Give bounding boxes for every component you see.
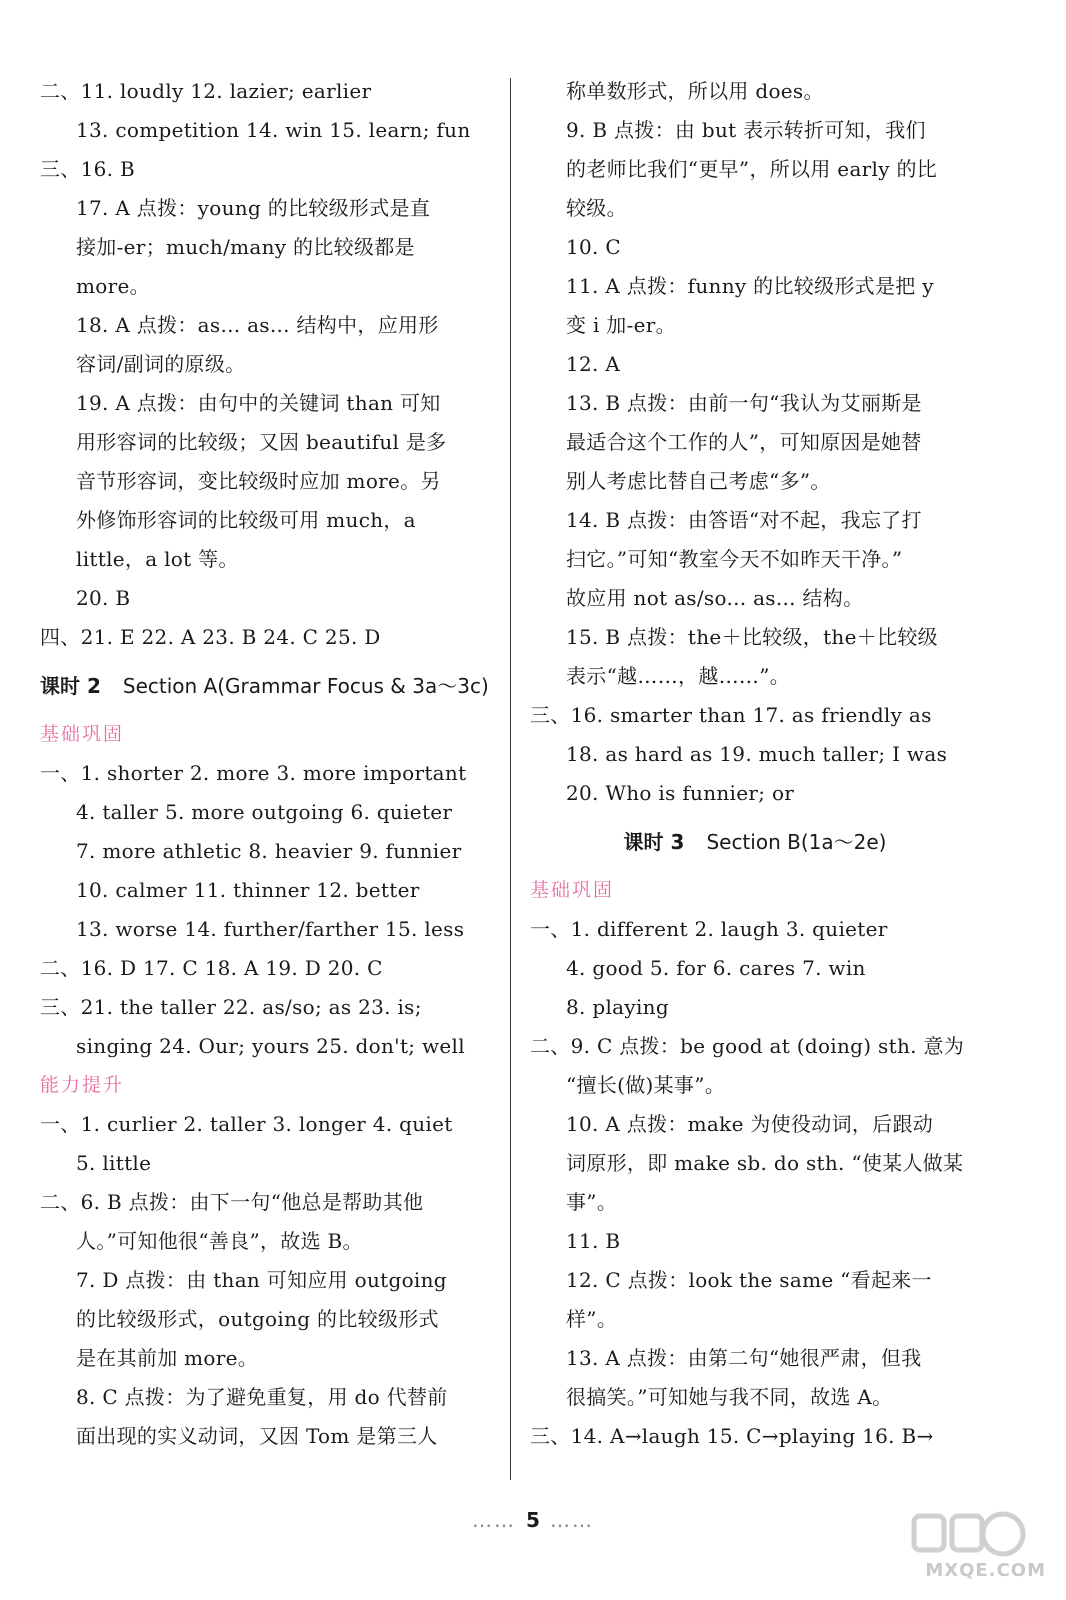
ability-answer-line: 二、6. B 点拨：由下一句“他总是帮助其他 xyxy=(40,1190,424,1214)
basic-answer-line: 10. A 点拨：make 为使役动词，后跟动 xyxy=(566,1112,934,1136)
answer-line: 18. as hard as 19. much taller; I was xyxy=(566,742,948,766)
answer-line: 三、16. smarter than 17. as friendly as xyxy=(530,703,932,727)
basic-answer-line: 三、21. the taller 22. as/so; as 23. is; xyxy=(40,995,422,1019)
basic-answer-line: 一、1. shorter 2. more 3. more important xyxy=(40,761,467,785)
page-footer xyxy=(0,1500,1066,1540)
basic-answer-line: 7. more athletic 8. heavier 9. funnier xyxy=(76,839,462,863)
lesson-2-title: 课时 2 xyxy=(40,674,101,698)
answer-line: 别人考虑比替自己考虑“多”。 xyxy=(566,469,831,493)
answer-line: 用形容词的比较级；又因 beautiful 是多 xyxy=(76,430,447,454)
footer-dots-right: …… xyxy=(549,1508,594,1532)
answer-line: 13. B 点拨：由前一句“我认为艾丽斯是 xyxy=(566,391,922,415)
basic-answer-line: 13. worse 14. further/farther 15. less xyxy=(76,917,465,941)
answer-line: 最适合这个工作的人”，可知原因是她替 xyxy=(566,430,922,454)
left-answers-top xyxy=(40,72,492,657)
basic-answer-line: 12. C 点拨：look the same “看起来一 xyxy=(566,1268,932,1292)
basic-answer-line: 10. calmer 11. thinner 12. better xyxy=(76,878,420,902)
basic-answer-line: 样”。 xyxy=(566,1307,618,1331)
page-number: 5 xyxy=(526,1508,540,1532)
basic-answer-line: singing 24. Our; yours 25. don't; well xyxy=(76,1034,465,1058)
basic-answer-line: 一、1. different 2. laugh 3. quieter xyxy=(530,917,888,941)
left-column xyxy=(40,72,492,1456)
answer-line: 20. Who is funnier; or xyxy=(566,781,795,805)
right-answers-top xyxy=(530,72,980,813)
basic-answer-line: 事”。 xyxy=(566,1190,618,1214)
ability-answer-line: 8. C 点拨：为了避免重复，用 do 代替前 xyxy=(76,1385,448,1409)
answer-line: 较级。 xyxy=(566,196,627,220)
answer-line: 扫它。”可知“教室今天不如昨天干净。” xyxy=(566,547,903,571)
right-basic-answers xyxy=(530,910,980,1456)
ability-answer-line: 面出现的实义动词，又因 Tom 是第三人 xyxy=(76,1424,438,1448)
lesson-3-subtitle: Section B(1a～2e) xyxy=(706,830,887,854)
basic-answer-line: 13. A 点拨：由第二句“她很严肃，但我 xyxy=(566,1346,922,1370)
answer-line: 17. A 点拨：young 的比较级形式是直 xyxy=(76,196,431,220)
basic-answer-line: 4. good 5. for 6. cares 7. win xyxy=(566,956,866,980)
lesson-2-subtitle: Section A(Grammar Focus & 3a～3c) xyxy=(122,674,489,698)
basic-answer-line: 很搞笑。”可知她与我不同，故选 A。 xyxy=(566,1385,893,1409)
answer-line: little，a lot 等。 xyxy=(76,547,239,571)
answer-line: 20. B xyxy=(76,586,131,610)
answer-line: 13. competition 14. win 15. learn; fun xyxy=(76,118,471,142)
basic-answer-line: 4. taller 5. more outgoing 6. quieter xyxy=(76,800,453,824)
basic-answer-line: 11. B xyxy=(566,1229,621,1253)
lesson-2-heading xyxy=(40,657,492,715)
answer-line: 12. A xyxy=(566,352,621,376)
basic-answer-line: 二、16. D 17. C 18. A 19. D 20. C xyxy=(40,956,383,980)
answer-line: 容词/副词的原级。 xyxy=(76,352,246,376)
ability-answer-line: 的比较级形式，outgoing 的比较级形式 xyxy=(76,1307,439,1331)
column-divider xyxy=(510,78,511,1480)
right-column xyxy=(530,72,980,1456)
basic-answer-line: 8. playing xyxy=(566,995,669,1019)
basic-consolidation-label: 基础巩固 xyxy=(40,723,125,745)
answer-line: 四、21. E 22. A 23. B 24. C 25. D xyxy=(40,625,381,649)
basic-answer-line: 词原形，即 make sb. do sth. “使某人做某 xyxy=(566,1151,964,1175)
answer-line: more。 xyxy=(76,274,150,298)
lesson-3-heading xyxy=(530,813,980,871)
basic-answer-line: “擅长(做)某事”。 xyxy=(566,1073,726,1097)
answer-line: 10. C xyxy=(566,235,621,259)
answer-line: 故应用 not as/so... as... 结构。 xyxy=(566,586,864,610)
answer-line: 的老师比我们“更早”，所以用 early 的比 xyxy=(566,157,938,181)
lesson-3-title: 课时 3 xyxy=(623,830,685,854)
answer-line: 14. B 点拨：由答语“对不起，我忘了打 xyxy=(566,508,922,532)
watermark-text: MXQE.COM xyxy=(925,1560,1046,1581)
answer-line: 外修饰形容词的比较级可用 much，a xyxy=(76,508,416,532)
answer-line: 称单数形式，所以用 does。 xyxy=(566,79,824,103)
answer-line: 表示“越……，越……”。 xyxy=(566,664,791,688)
footer-dots-left: …… xyxy=(472,1508,517,1532)
ability-improvement-label: 能力提升 xyxy=(40,1074,125,1096)
left-ability-answers xyxy=(40,1105,492,1456)
ability-answer-line: 7. D 点拨：由 than 可知应用 outgoing xyxy=(76,1268,447,1292)
left-basic-answers xyxy=(40,754,492,1066)
answer-line: 18. A 点拨：as... as... 结构中，应用形 xyxy=(76,313,439,337)
ability-answer-line: 是在其前加 more。 xyxy=(76,1346,259,1370)
basic-consolidation-label-2: 基础巩固 xyxy=(530,879,615,901)
answer-line: 11. A 点拨：funny 的比较级形式是把 y xyxy=(566,274,934,298)
answer-line: 三、16. B xyxy=(40,157,135,181)
answer-line: 接加-er；much/many 的比较级都是 xyxy=(76,235,415,259)
ability-answer-line: 一、1. curlier 2. taller 3. longer 4. quiet xyxy=(40,1112,453,1136)
basic-answer-line: 三、14. A→laugh 15. C→playing 16. B→ xyxy=(530,1424,934,1448)
answer-line: 变 i 加-er。 xyxy=(566,313,676,337)
answer-line: 二、11. loudly 12. lazier; earlier xyxy=(40,79,372,103)
answer-line: 15. B 点拨：the＋比较级，the＋比较级 xyxy=(566,625,938,649)
answer-line: 9. B 点拨：由 but 表示转折可知，我们 xyxy=(566,118,926,142)
basic-answer-line: 二、9. C 点拨：be good at (doing) sth. 意为 xyxy=(530,1034,965,1058)
ability-answer-line: 5. little xyxy=(76,1151,152,1175)
answer-line: 19. A 点拨：由句中的关键词 than 可知 xyxy=(76,391,441,415)
answer-line: 音节形容词，变比较级时应加 more。另 xyxy=(76,469,441,493)
ability-answer-line: 人。”可知他很“善良”，故选 B。 xyxy=(76,1229,363,1253)
